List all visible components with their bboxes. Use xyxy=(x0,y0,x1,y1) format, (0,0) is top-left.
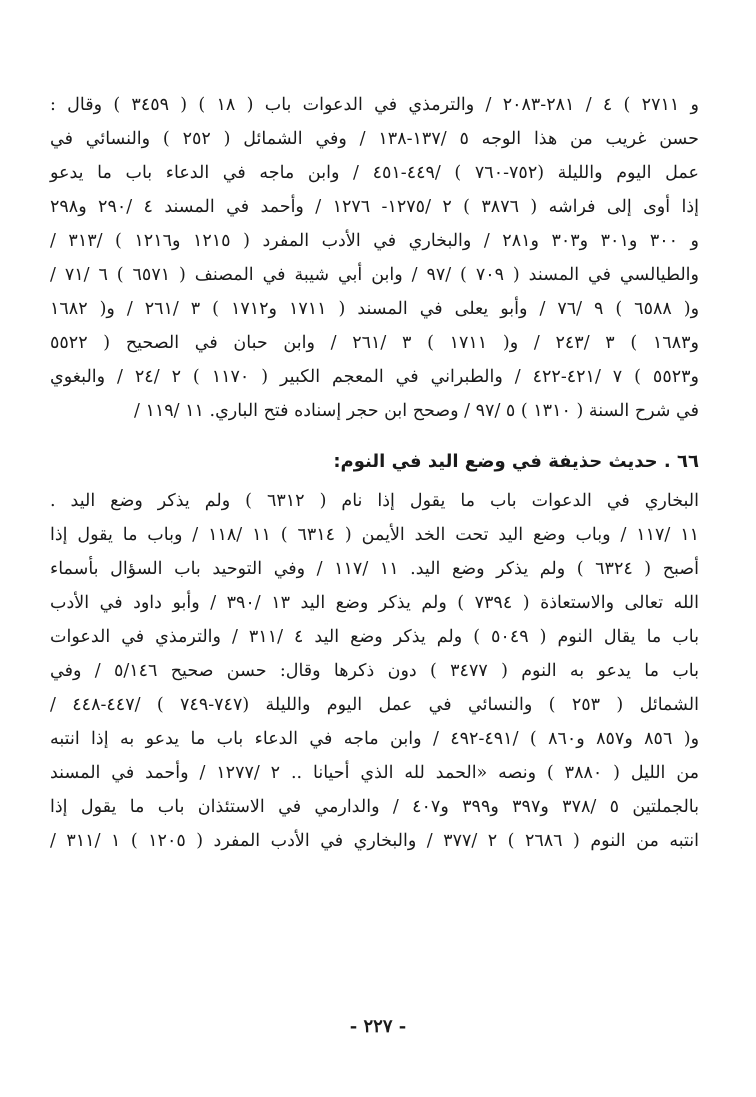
text-line: و( ٦٥٨٨ ) ٩ /٧٦ / وأبو يعلى في المسند ( ١٧١١ و١٧١٢ ) ٣ /٢٦١ / و( ١٦٨٢ xyxy=(50,299,700,319)
text-line: باب ما يقال النوم ( ٥٠٤٩ ) ولم يذكر وضع اليد ٤ /٣١١ / والترمذي في الدعوات xyxy=(50,627,699,647)
text-line: والطيالسي في المسند ( ٧٠٩ ) /٩٧ / وابن أبي شيبة في المصنف ( ٦٥٧١ ) ٦ /٧١ / xyxy=(50,265,699,285)
text-line: و ٢٧١١ ) ٤ / ٢٨١-٢٠٨٣ / والترمذي في الدعوات باب ( ١٨ ) ( ٣٤٥٩ ) وقال : xyxy=(50,95,700,115)
text-line: انتبه من النوم ( ٢٦٨٦ ) ٢ /٣٧٧ / والبخاري في الأدب المفرد ( ١٢٠٥ ) ١ /٣١١ / xyxy=(50,831,699,851)
page-number: - ٢٢٧ - xyxy=(349,1016,407,1037)
page-body xyxy=(50,88,699,858)
text-line: عمل اليوم والليلة (٧٥٢-٧٦٠ ) /٤٤٩-٤٥١ / وابن ماجه في الدعاء باب ما يدعو xyxy=(50,163,699,183)
paragraph-references-2 xyxy=(50,484,699,858)
text-line: في شرح السنة ( ١٣١٠ ) ٥ /٩٧ / وصحح ابن حجر إسناده فتح الباري. ١١ /١١٩ / xyxy=(133,401,699,421)
text-line: الله تعالى والاستعاذة ( ٧٣٩٤ ) ولم يذكر وضع اليد ١٣ /٣٩٠ / وأبو داود في الأدب xyxy=(50,593,699,613)
text-line: إذا أوى إلى فراشه ( ٣٨٧٦ ) ٢ /١٢٧٥- ١٢٧٦ / وأحمد في المسند ٤ /٢٩٠ و٢٩٨ xyxy=(50,197,700,217)
text-line: الشمائل ( ٢٥٣ ) والنسائي في عمل اليوم والليلة (٧٤٧-٧٤٩ ) /٤٤٧-٤٤٨ / xyxy=(50,695,699,715)
text-line: و( ٨٥٦ و٨٥٧ و٨٦٠ ) /٤٩١-٤٩٢ / وابن ماجه في الدعاء باب ما يدعو به إذا انتبه xyxy=(50,729,700,749)
text-line: و٥٥٢٣ ) ٧ /٤٢١-٤٢٢ / والطبراني في المعجم الكبير ( ١١٧٠ ) ٢ /٢٤ / والبغوي xyxy=(50,367,699,387)
paragraph-references-1 xyxy=(50,88,699,428)
text-line: ١١ /١١٧ / وباب وضع اليد تحت الخد الأيمن ( ٦٣١٤ ) ١١ /١١٨ / وباب ما يقول إذا xyxy=(50,525,700,545)
text-line: من الليل ( ٣٨٨٠ ) ونصه «الحمد لله الذي أحيانا .. ٢ /١٢٧٧ / وأحمد في المسند xyxy=(50,763,700,783)
text-line: بالجملتين ٥ /٣٧٨ و٣٩٧ و٣٩٩ و٤٠٧ / والدارمي في الاستئذان باب ما يقول إذا xyxy=(50,797,700,817)
text-line: و ٣٠٠ و٣٠١ و٣٠٣ و٢٨١ / والبخاري في الأدب المفرد ( ١٢١٥ و١٢١٦ ) /٣١٣ / xyxy=(50,231,699,251)
text-line: أصبح ( ٦٣٢٤ ) ولم يذكر وضع اليد. ١١ /١١٧ / وفي التوحيد باب السؤال بأسماء xyxy=(50,559,699,579)
text-line: حسن غريب من هذا الوجه ٥ /١٣٧-١٣٨ / وفي الشمائل ( ٢٥٢ ) والنسائي في xyxy=(50,129,699,149)
text-line: البخاري في الدعوات باب ما يقول إذا نام ( ٦٣١٢ ) ولم يذكر وضع اليد . xyxy=(50,491,699,511)
text-line: باب ما يدعو به النوم ( ٣٤٧٧ ) دون ذكرها وقال: حسن صحيح ٥/١٤٦ / وفي xyxy=(50,661,700,681)
text-line: و١٦٨٣ ) ٣ /٢٤٣ / و( ١٧١١ ) ٣ /٢٦١ / وابن حبان في الصحيح ( ٥٥٢٢ xyxy=(50,333,699,353)
section-heading: ٦٦ . حديث حذيفة في وضع اليد في النوم: xyxy=(333,451,699,472)
